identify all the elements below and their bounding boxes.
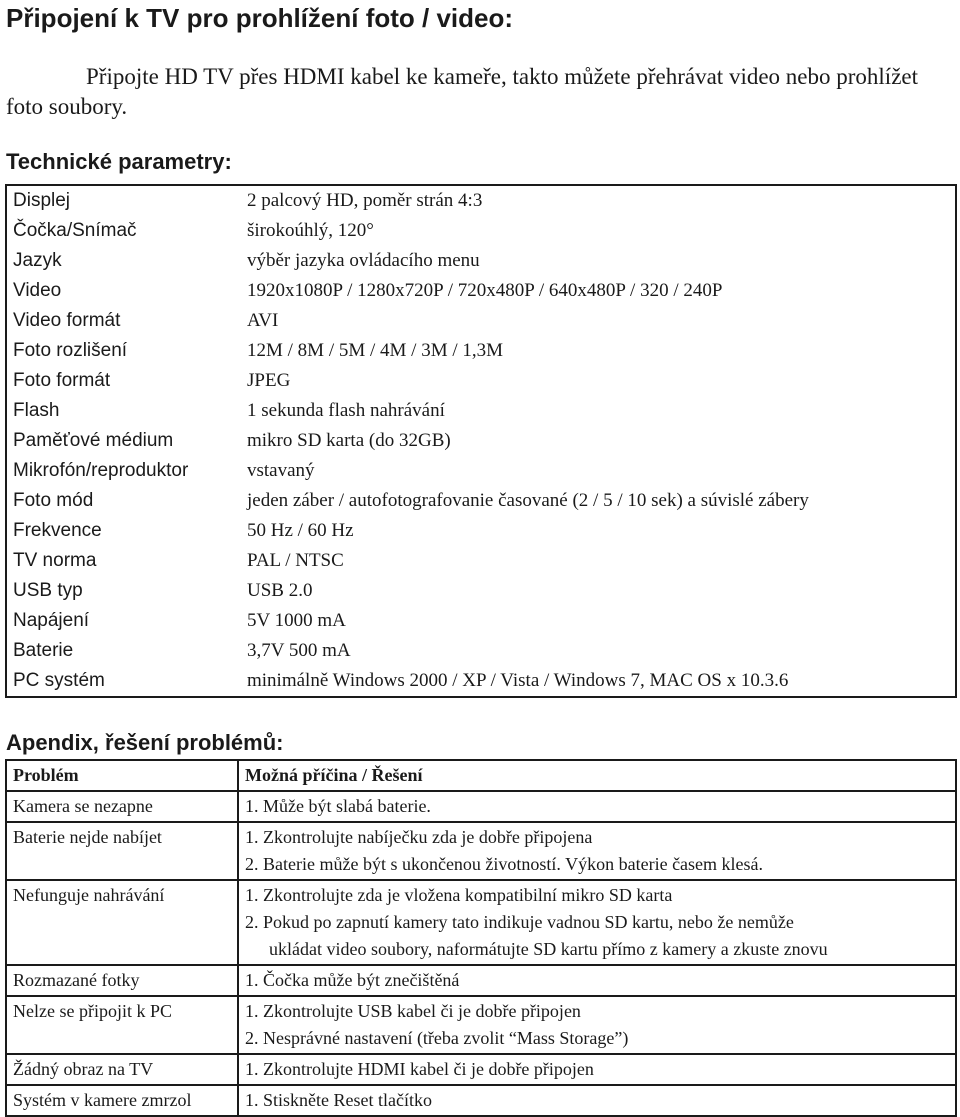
spec-key: Flash — [13, 400, 60, 421]
spec-row — [6, 516, 956, 546]
problem-cell: Kamera se nezapne — [6, 791, 238, 822]
spec-row — [6, 666, 956, 697]
spec-value: USB 2.0 — [247, 580, 313, 601]
spec-key: Napájení — [13, 610, 90, 631]
spec-key: Paměťové médium — [13, 430, 174, 451]
spec-value: 12M / 8M / 5M / 4M / 3M / 1,3M — [247, 340, 504, 361]
spec-key: USB typ — [13, 580, 83, 601]
intro-text: Připojte HD TV přes HDMI kabel ke kameře, takto můžete přehrávat video nebo prohlížet foto soubory. — [6, 64, 918, 119]
header-solution: Možná příčina / Řešení — [238, 760, 956, 791]
spec-key: Čočka/Snímač — [13, 220, 137, 241]
solution-line: 1. Zkontrolujte HDMI kabel či je dobře připojen — [245, 1059, 594, 1079]
troubleshooting-row — [6, 880, 956, 965]
solution-line: 1. Stiskněte Reset tlačítko — [245, 1090, 432, 1110]
troubleshooting-heading: Apendix, řešení problémů: — [6, 730, 284, 755]
spec-key: Jazyk — [13, 250, 62, 271]
spec-key: Mikrofón/reproduktor — [13, 460, 189, 481]
spec-value: AVI — [247, 310, 279, 331]
spec-row — [6, 606, 956, 636]
solution-line: 2. Nesprávné nastavení (třeba zvolit “Mass Storage”) — [245, 1028, 629, 1048]
solution-cell — [238, 791, 956, 822]
problem-cell: Nefunguje nahrávání — [6, 880, 238, 965]
problem-cell: Rozmazané fotky — [6, 965, 238, 996]
solution-cell — [238, 996, 956, 1054]
spec-row — [6, 246, 956, 276]
spec-row — [6, 336, 956, 366]
solution-line: 1. Může být slabá baterie. — [245, 796, 431, 816]
troubleshooting-header-row — [6, 760, 956, 791]
intro-paragraph — [6, 62, 936, 122]
solution-cell — [238, 1085, 956, 1116]
solution-line: 2. Baterie může být s ukončenou životností. Výkon baterie časem klesá. — [245, 854, 764, 874]
spec-key: TV norma — [13, 550, 97, 571]
spec-value: 3,7V 500 mA — [247, 640, 351, 661]
solution-line: 1. Zkontrolujte zda je vložena kompatibilní mikro SD karta — [245, 885, 673, 905]
troubleshooting-row — [6, 791, 956, 822]
spec-key: Baterie — [13, 640, 74, 661]
spec-row — [6, 636, 956, 666]
problem-cell: Baterie nejde nabíjet — [6, 822, 238, 880]
troubleshooting-row — [6, 996, 956, 1054]
spec-value: 50 Hz / 60 Hz — [247, 520, 354, 541]
spec-value: minimálně Windows 2000 / XP / Vista / Windows 7, MAC OS x 10.3.6 — [247, 670, 789, 691]
header-problem: Problém — [6, 760, 238, 791]
spec-value: vstavaný — [247, 460, 315, 481]
spec-value: mikro SD karta (do 32GB) — [247, 430, 451, 451]
spec-row — [6, 486, 956, 516]
solution-line: 2. Pokud po zapnutí kamery tato indikuje vadnou SD kartu, nebo že nemůže — [245, 912, 794, 932]
spec-row — [6, 366, 956, 396]
solution-cell — [238, 1054, 956, 1085]
specs-heading: Technické parametry: — [6, 149, 232, 174]
spec-row — [6, 276, 956, 306]
spec-value: 2 palcový HD, poměr strán 4:3 — [247, 190, 483, 211]
spec-value: 1920x1080P / 1280x720P / 720x480P / 640x480P / 320 / 240P — [247, 280, 723, 301]
troubleshooting-row — [6, 822, 956, 880]
problem-cell: Žádný obraz na TV — [6, 1054, 238, 1085]
troubleshooting-row — [6, 1054, 956, 1085]
spec-row — [6, 396, 956, 426]
spec-row — [6, 216, 956, 246]
solution-line: 1. Zkontrolujte USB kabel či je dobře připojen — [245, 1001, 581, 1021]
problem-cell: Nelze se připojit k PC — [6, 996, 238, 1054]
spec-value: širokoúhlý, 120° — [247, 220, 374, 241]
spec-value: 5V 1000 mA — [247, 610, 346, 631]
page-title: Připojení k TV pro prohlížení foto / video: — [6, 3, 514, 33]
spec-key: Foto formát — [13, 370, 111, 391]
spec-value: JPEG — [247, 370, 291, 391]
spec-key: Frekvence — [13, 520, 102, 541]
spec-key: Video formát — [13, 310, 121, 331]
spec-row — [6, 576, 956, 606]
spec-value: 1 sekunda flash nahrávání — [247, 400, 445, 421]
spec-row — [6, 426, 956, 456]
spec-value: jeden záber / autofotografovanie časované (2 / 5 / 10 sek) a súvislé zábery — [247, 490, 809, 511]
spec-row — [6, 185, 956, 216]
spec-key: Displej — [13, 190, 71, 211]
spec-row — [6, 456, 956, 486]
spec-value: PAL / NTSC — [247, 550, 344, 571]
spec-row — [6, 306, 956, 336]
problem-cell: Systém v kamere zmrzol — [6, 1085, 238, 1116]
solution-line: 1. Zkontrolujte nabíječku zda je dobře připojena — [245, 827, 593, 847]
spec-value: výběr jazyka ovládacího menu — [247, 250, 480, 271]
spec-key: PC systém — [13, 670, 105, 691]
spec-key: Video — [13, 280, 62, 301]
troubleshooting-table — [5, 759, 957, 1117]
solution-cell — [238, 965, 956, 996]
spec-key: Foto mód — [13, 490, 94, 511]
specs-table — [5, 184, 957, 698]
solution-cell — [238, 880, 956, 965]
troubleshooting-row — [6, 965, 956, 996]
spec-key: Foto rozlišení — [13, 340, 128, 361]
solution-line: 1. Čočka může být znečištěná — [245, 970, 460, 990]
spec-row — [6, 546, 956, 576]
solution-cell — [238, 822, 956, 880]
solution-line: ukládat video soubory, naformátujte SD kartu přímo z kamery a zkuste znovu — [269, 939, 828, 959]
troubleshooting-row — [6, 1085, 956, 1116]
